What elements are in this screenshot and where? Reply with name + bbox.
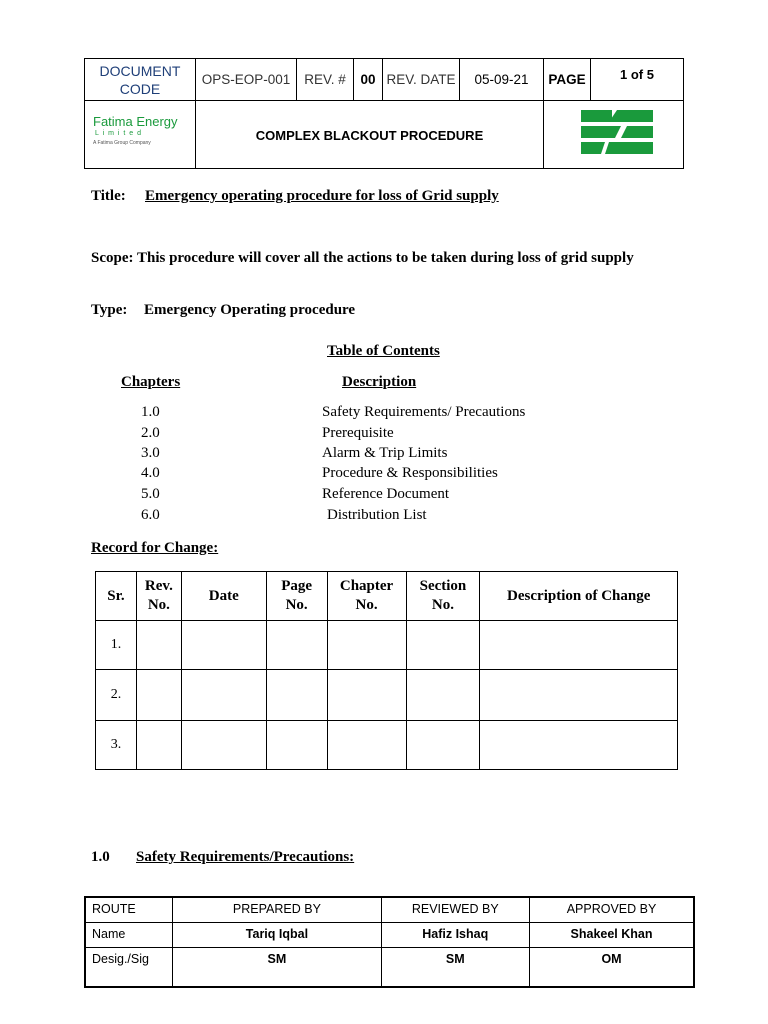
rev-date-value: 05-09-21 (474, 72, 529, 87)
toc-item-number: 6.0 (141, 507, 160, 523)
company-tagline: A Fatima Group Company (93, 140, 151, 146)
approval-name-row (85, 922, 694, 947)
column-header-text: Section No. (419, 578, 467, 613)
rev-date-label: REV. DATE (386, 72, 456, 87)
section-title: Safety Requirements/Precautions: (136, 849, 355, 865)
column-header-text: Rev. No. (144, 578, 173, 613)
approved-by-designation: OM (530, 947, 694, 987)
toc-item-number: 2.0 (141, 425, 160, 441)
designation-label: Desig./Sig (85, 947, 173, 987)
toc-item-description: Alarm & Trip Limits (322, 445, 448, 461)
table-cell (327, 621, 406, 670)
document-header (84, 58, 684, 169)
column-header: Date (181, 572, 266, 621)
fatima-energy-logo-icon (581, 110, 653, 154)
rev-label: REV. # (304, 72, 346, 87)
table-cell (181, 670, 266, 721)
toc-item-description: Distribution List (327, 507, 427, 523)
company-subtitle: L i m i t e d (95, 130, 142, 137)
document-title: COMPLEX BLACKOUT PROCEDURE (255, 127, 484, 143)
table-cell (480, 670, 678, 721)
row-number: 1. (96, 621, 137, 670)
column-header-text: Page No. (281, 578, 313, 613)
table-cell (136, 721, 181, 770)
column-header (327, 572, 406, 621)
table-cell (266, 721, 327, 770)
table-cell (406, 621, 480, 670)
title-value: Emergency operating procedure for loss of Grid supply (145, 188, 499, 204)
toc-item-description: Prerequisite (322, 425, 394, 441)
reviewed-by-designation: SM (381, 947, 530, 987)
table-cell (136, 621, 181, 670)
table-cell (327, 721, 406, 770)
prepared-by-name: Tariq Iqbal (173, 922, 381, 947)
page-value: 1 of 5 (620, 66, 654, 82)
column-header: Sr. (96, 572, 137, 621)
toc-col-description: Description (342, 374, 417, 390)
toc-heading: Table of Contents (327, 343, 440, 359)
record-heading: Record for Change: (91, 540, 219, 556)
table-cell (181, 721, 266, 770)
approval-header-row (85, 897, 694, 922)
toc-item-description: Procedure & Responsibilities (322, 465, 498, 481)
approved-by-name: Shakeel Khan (530, 922, 694, 947)
scope-text: Scope: This procedure will cover all the actions to be taken during loss of grid supply (91, 250, 634, 266)
table-row (96, 721, 678, 770)
table-cell (266, 621, 327, 670)
type-label: Type: (91, 302, 128, 318)
route-header: ROUTE (85, 897, 173, 922)
prepared-by-designation: SM (173, 947, 381, 987)
column-header: Description of Change (480, 572, 678, 621)
rev-value: 00 (360, 72, 376, 87)
column-header (136, 572, 181, 621)
company-name: Fatima Energy (93, 114, 178, 129)
table-cell (181, 621, 266, 670)
reviewed-by-name: Hafiz Ishaq (381, 922, 530, 947)
toc-item-number: 5.0 (141, 486, 160, 502)
table-row (96, 621, 678, 670)
prepared-by-header: PREPARED BY (173, 897, 381, 922)
reviewed-by-header: REVIEWED BY (381, 897, 530, 922)
toc-item-description: Reference Document (322, 486, 450, 502)
table-cell (480, 621, 678, 670)
column-header-text: Chapter No. (339, 578, 394, 613)
table-cell (480, 721, 678, 770)
name-label: Name (85, 922, 173, 947)
type-value: Emergency Operating procedure (144, 302, 356, 318)
toc-item-number: 3.0 (141, 445, 160, 461)
row-number: 2. (96, 670, 137, 721)
column-header (266, 572, 327, 621)
row-number: 3. (96, 721, 137, 770)
table-header-row (96, 572, 678, 621)
table-row (96, 670, 678, 721)
toc-item-number: 1.0 (141, 404, 160, 420)
toc-item-number: 4.0 (141, 465, 160, 481)
document-code-label: DOCUMENT CODE (99, 62, 181, 97)
record-for-change-table (95, 571, 678, 770)
approval-table (84, 896, 695, 988)
approval-designation-row (85, 947, 694, 987)
table-cell (406, 721, 480, 770)
column-header (406, 572, 480, 621)
document-code-value: OPS-EOP-001 (201, 72, 291, 87)
table-cell (406, 670, 480, 721)
toc-item-description: Safety Requirements/ Precautions (322, 404, 526, 420)
table-cell (136, 670, 181, 721)
section-number: 1.0 (91, 849, 110, 865)
title-label: Title: (91, 188, 126, 204)
table-cell (327, 670, 406, 721)
page-label: PAGE (548, 72, 586, 87)
approved-by-header: APPROVED BY (530, 897, 694, 922)
toc-col-chapters: Chapters (121, 374, 181, 390)
table-cell (266, 670, 327, 721)
company-logo (93, 115, 193, 147)
